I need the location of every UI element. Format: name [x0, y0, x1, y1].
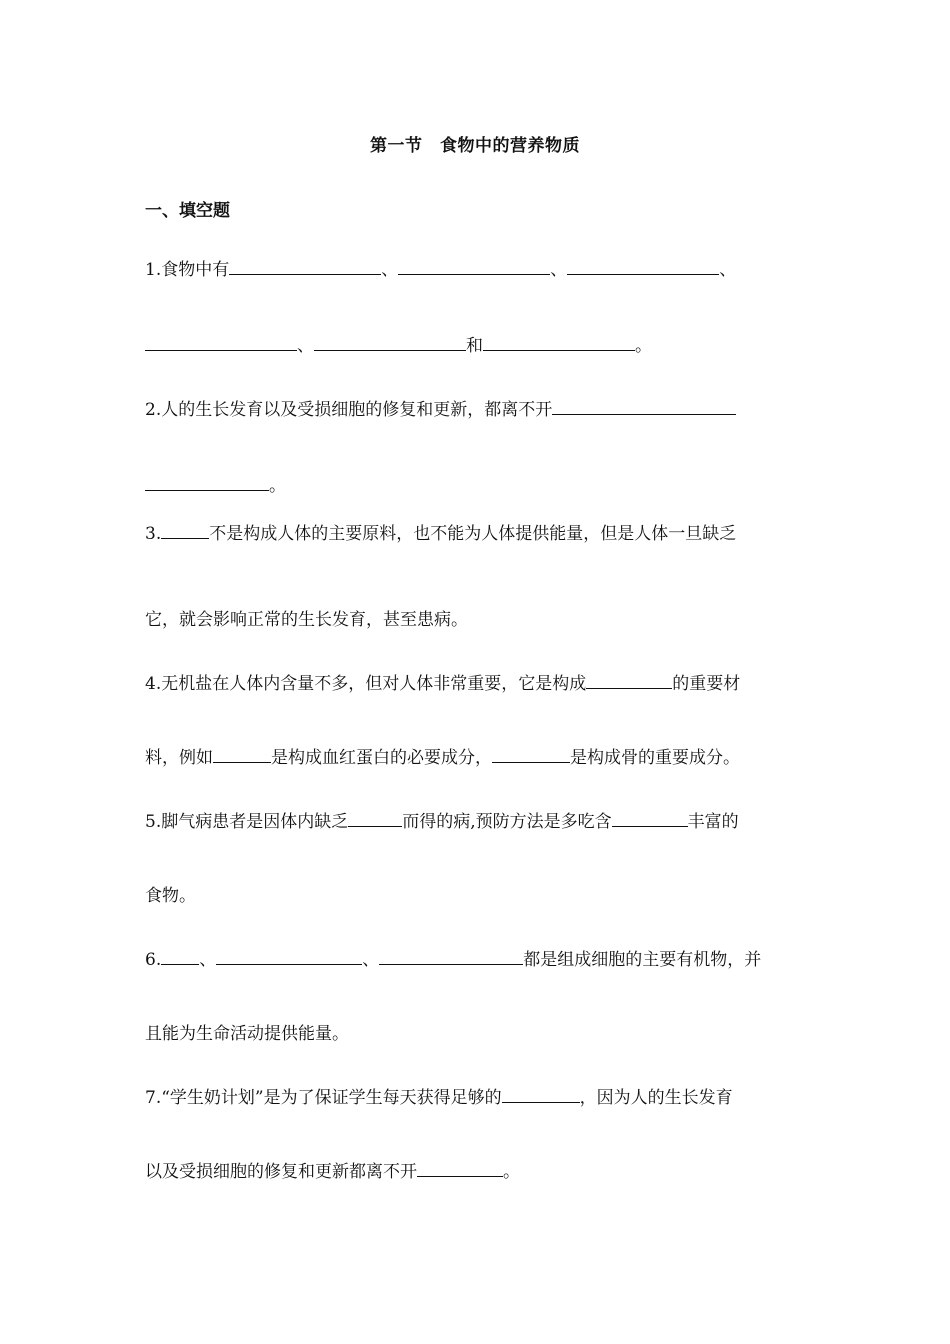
question-7-line-2 — [145, 1160, 520, 1184]
answer-blank[interactable] — [314, 336, 466, 351]
conjunction: 和 — [466, 336, 483, 356]
question-text: 人的生长发育以及受损细胞的修复和更新，都离不开 — [161, 400, 553, 420]
separator: 、 — [550, 260, 568, 280]
question-4-line-1 — [145, 672, 740, 696]
answer-blank[interactable] — [161, 950, 199, 965]
question-number: 7. — [145, 1088, 162, 1108]
answer-blank[interactable] — [348, 812, 402, 827]
question-7-line-1 — [145, 1086, 733, 1110]
question-text: 而得的病,预防方法是多吃含 — [402, 812, 612, 832]
question-6-line-2 — [145, 1022, 349, 1046]
question-text: 都是组成细胞的主要有机物，并 — [523, 950, 762, 970]
question-3-line-1 — [145, 522, 736, 546]
question-3-line-2 — [145, 608, 468, 632]
question-2-line-1 — [145, 398, 736, 422]
question-number: 1. — [145, 260, 162, 280]
question-5-line-1 — [145, 810, 739, 834]
period: 。 — [269, 476, 286, 496]
answer-blank[interactable] — [229, 260, 381, 275]
question-text: 脚气病患者是因体内缺乏 — [161, 812, 349, 832]
question-number: 5. — [145, 812, 162, 832]
answer-blank[interactable] — [552, 400, 736, 415]
page-title: 第一节 食物中的营养物质 — [370, 136, 580, 156]
period: 。 — [503, 1162, 520, 1182]
question-text: ，因为人的生长发育 — [579, 1088, 733, 1108]
answer-blank[interactable] — [612, 812, 688, 827]
question-2-line-2 — [145, 474, 286, 498]
question-1-line-2 — [145, 334, 652, 358]
question-1-line-1 — [145, 258, 736, 282]
answer-blank[interactable] — [145, 476, 269, 491]
question-number: 6. — [145, 950, 162, 970]
answer-blank[interactable] — [417, 1162, 503, 1177]
separator: 、 — [381, 260, 399, 280]
question-text: 的重要材 — [672, 674, 741, 694]
separator: 、 — [297, 336, 314, 356]
answer-blank[interactable] — [483, 336, 635, 351]
question-number: 2. — [145, 400, 162, 420]
answer-blank[interactable] — [586, 674, 672, 689]
question-text: 不是构成人体的主要原料，也不能为人体提供能量，但是人体一旦缺乏 — [209, 524, 737, 544]
section-heading: 一、填空题 — [145, 201, 230, 221]
question-text: 它，就会影响正常的生长发育，甚至患病。 — [145, 610, 468, 630]
separator: 、 — [362, 950, 380, 970]
question-text: 无机盐在人体内含量不多，但对人体非常重要，它是构成 — [161, 674, 587, 694]
question-text: 以及受损细胞的修复和更新都离不开 — [145, 1162, 417, 1182]
question-text: “学生奶计划”是为了保证学生每天获得足够的 — [161, 1088, 502, 1108]
question-number: 4. — [145, 674, 162, 694]
question-4-line-2 — [145, 746, 740, 770]
question-text: 食物。 — [145, 886, 196, 906]
question-number: 3. — [145, 524, 162, 544]
question-text: 是构成血红蛋白的必要成分， — [271, 748, 492, 768]
question-text: 是构成骨的重要成分。 — [570, 748, 740, 768]
answer-blank[interactable] — [502, 1088, 580, 1103]
question-6-line-1 — [145, 948, 761, 972]
answer-blank[interactable] — [379, 950, 523, 965]
separator: 、 — [199, 950, 217, 970]
answer-blank[interactable] — [213, 748, 271, 763]
answer-blank[interactable] — [567, 260, 719, 275]
period: 。 — [635, 336, 652, 356]
question-text: 丰富的 — [687, 812, 739, 832]
separator: 、 — [719, 260, 737, 280]
answer-blank[interactable] — [161, 524, 209, 539]
answer-blank[interactable] — [145, 336, 297, 351]
answer-blank[interactable] — [492, 748, 570, 763]
answer-blank[interactable] — [216, 950, 362, 965]
question-text: 食物中有 — [161, 260, 230, 280]
question-text: 料，例如 — [145, 748, 213, 768]
question-text: 且能为生命活动提供能量。 — [145, 1024, 349, 1044]
question-5-line-2 — [145, 884, 196, 908]
answer-blank[interactable] — [398, 260, 550, 275]
